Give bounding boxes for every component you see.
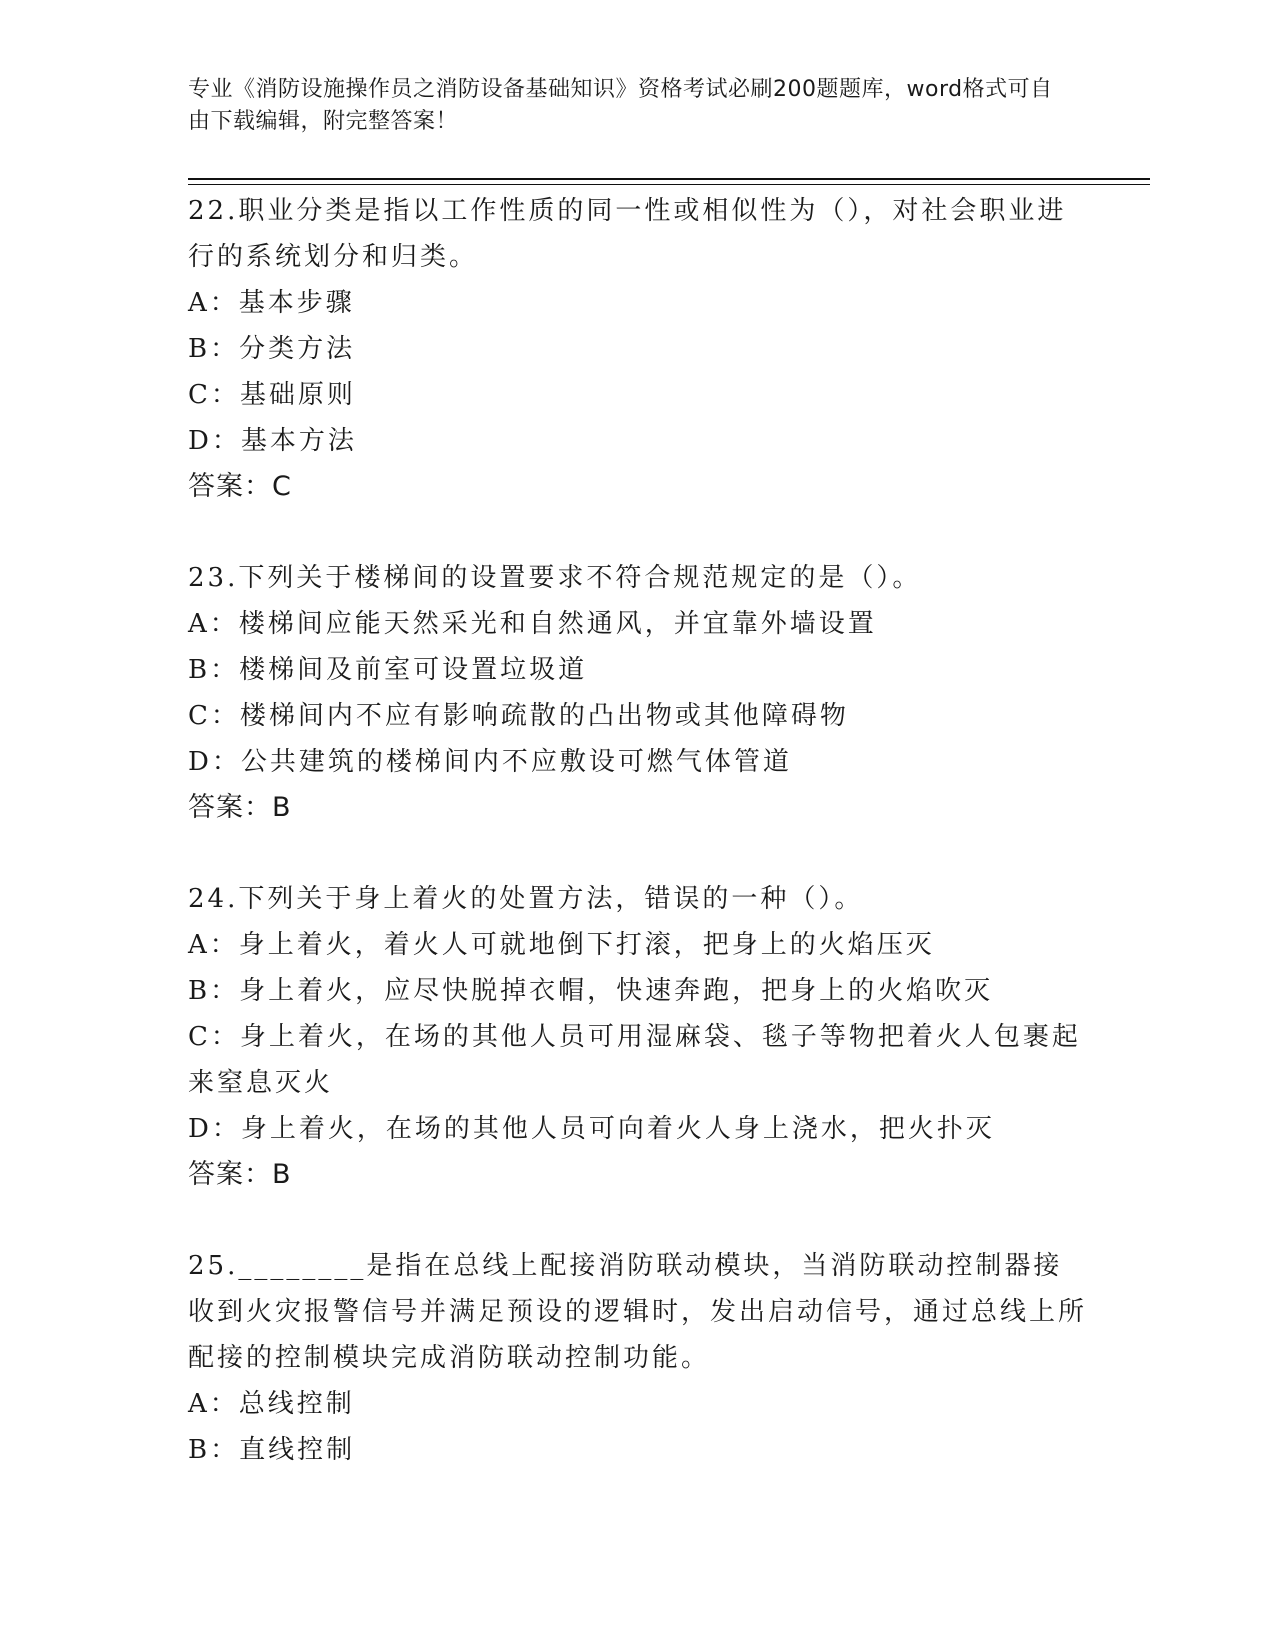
question-23	[188, 555, 1088, 831]
option-c: C：楼梯间内不应有影响疏散的凸出物或其他障碍物	[188, 701, 849, 731]
question-25	[188, 1243, 1088, 1473]
answer: 答案：C	[188, 471, 292, 502]
option-b: B：分类方法	[188, 334, 356, 364]
answer: 答案：B	[188, 1159, 292, 1190]
question-text: 24.下列关于身上着火的处置方法，错误的一种（）。	[188, 884, 864, 914]
answer: 答案：B	[188, 792, 292, 823]
header-divider	[188, 178, 1150, 180]
question-text: 22.职业分类是指以工作性质的同一性或相似性为（），对社会职业进行的系统划分和归类。	[188, 196, 1067, 272]
question-list	[188, 188, 1088, 1473]
option-a: A：身上着火，着火人可就地倒下打滚，把身上的火焰压灭	[188, 930, 935, 960]
option-d: D：公共建筑的楼梯间内不应敷设可燃气体管道	[188, 747, 792, 777]
option-b: B：身上着火，应尽快脱掉衣帽，快速奔跑，把身上的火焰吹灭	[188, 976, 994, 1006]
option-a: A：总线控制	[188, 1389, 355, 1419]
option-c: C：身上着火，在场的其他人员可用湿麻袋、毯子等物把着火人包裹起来窒息灭火	[188, 1022, 1081, 1098]
question-text: 25.________是指在总线上配接消防联动模块，当消防联动控制器接收到火灾报警信号并满足预设的逻辑时，发出启动信号，通过总线上所配接的控制模块完成消防联动控制功能。	[188, 1251, 1088, 1373]
option-d: D：基本方法	[188, 426, 357, 456]
document-header: 专业《消防设施操作员之消防设备基础知识》资格考试必刷200题题库，word格式可自由下载编辑，附完整答案！	[188, 77, 1053, 134]
option-c: C：基础原则	[188, 380, 356, 410]
option-d: D：身上着火，在场的其他人员可向着火人身上浇水，把火扑灭	[188, 1114, 995, 1144]
question-24	[188, 876, 1088, 1198]
option-a: A：楼梯间应能天然采光和自然通风，并宜靠外墙设置	[188, 609, 877, 639]
option-a: A：基本步骤	[188, 288, 355, 318]
question-text: 23.下列关于楼梯间的设置要求不符合规范规定的是（）。	[188, 563, 922, 593]
option-b: B：直线控制	[188, 1435, 356, 1465]
question-22	[188, 188, 1088, 510]
option-b: B：楼梯间及前室可设置垃圾道	[188, 655, 588, 685]
header-divider-thin	[188, 184, 1150, 185]
